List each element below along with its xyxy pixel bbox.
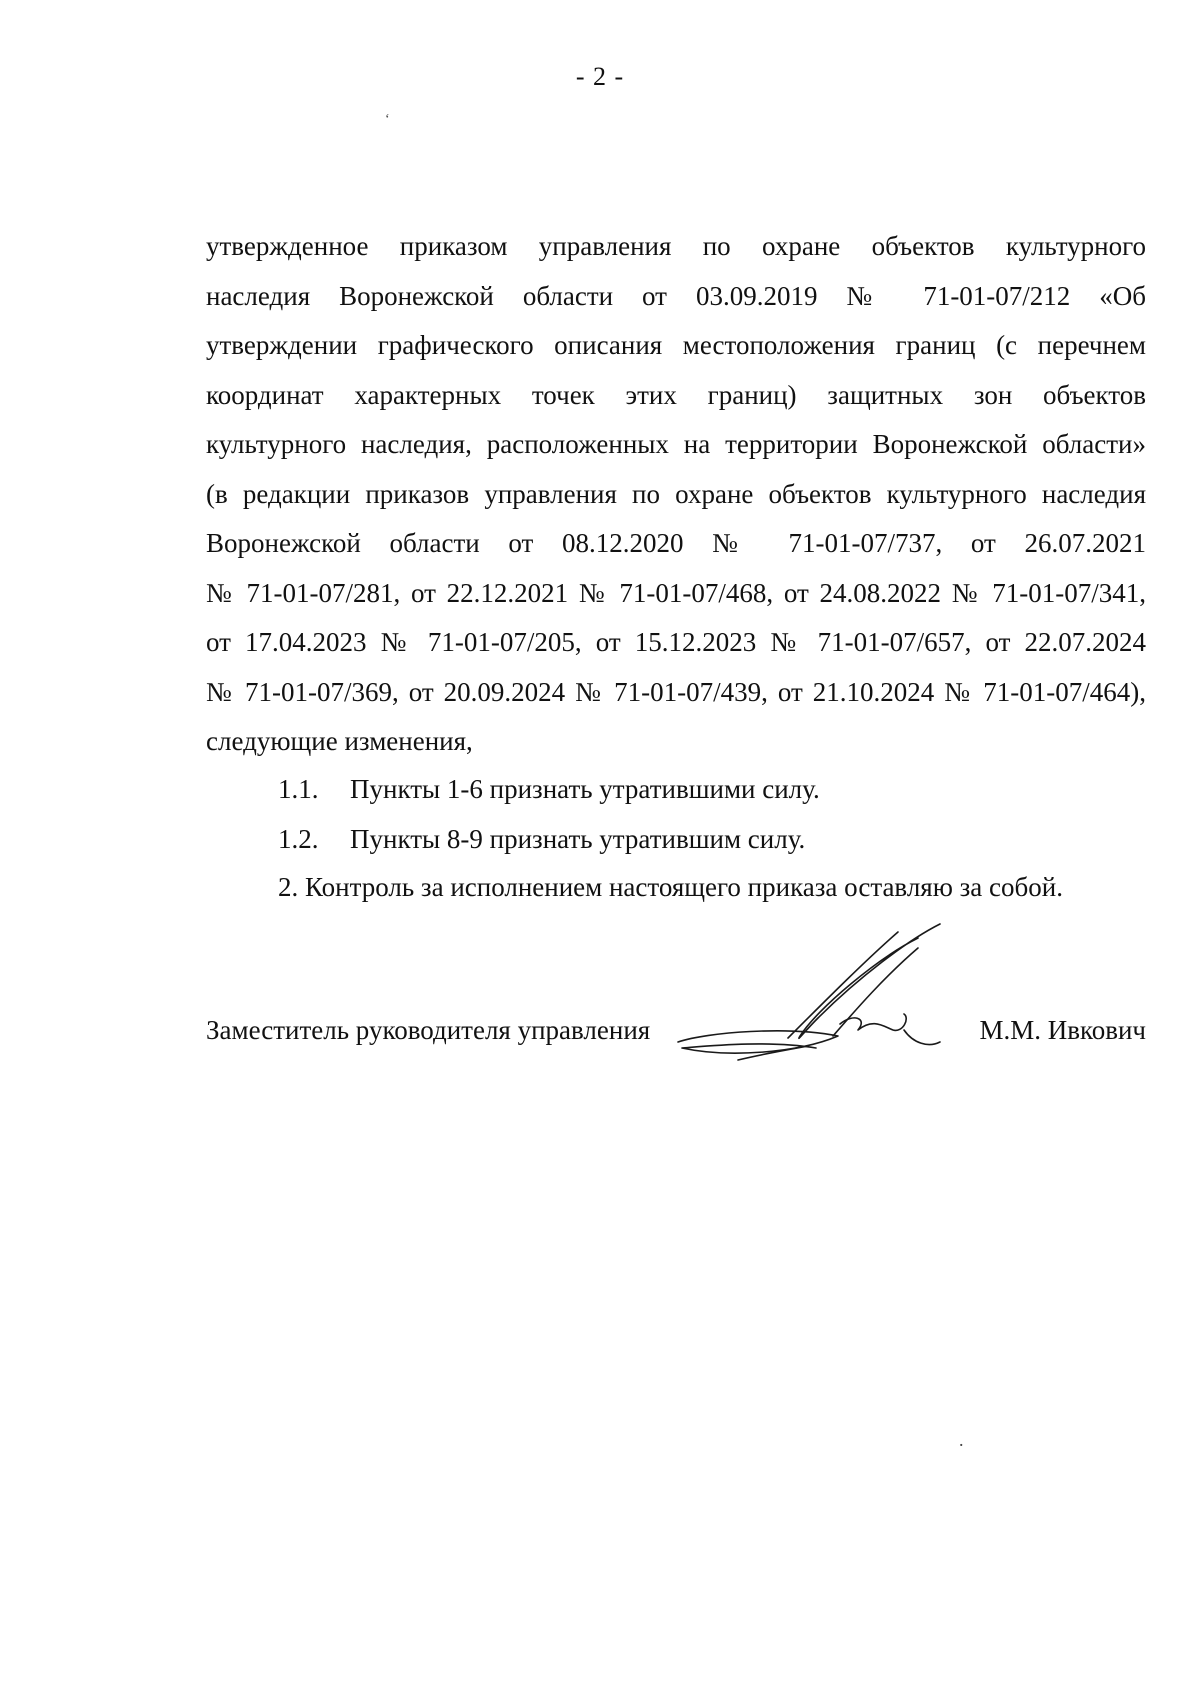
signatory-name: М.М. Ивкович — [979, 1015, 1146, 1045]
body-paragraph — [206, 222, 1146, 767]
body-line: утвержденное приказом управления по охране объектов культурного — [206, 231, 1146, 261]
body-line: наследия Воронежской области от 03.09.2019 № 71-01-07/212 «Об — [206, 280, 1146, 311]
list-item-number: 1.2. — [278, 824, 319, 854]
control-clause: 2. Контроль за исполнением настоящего приказа оставляю за собой. — [278, 872, 1063, 902]
list-item-text: Пункты 1-6 признать утратившими силу. — [350, 774, 820, 804]
signatory-position: Заместитель руководителя управления — [206, 1015, 651, 1045]
body-line: следующие изменения, — [206, 726, 473, 756]
body-line: (в редакции приказов управления по охране объектов культурного наследия — [206, 478, 1146, 509]
scan-mark-top: ‘ — [385, 112, 390, 127]
list-item-number: 1.1. — [278, 774, 319, 804]
list-item — [278, 764, 820, 814]
body-line: культурного наследия, расположенных на территории Воронежской области» — [206, 429, 1146, 459]
body-line: № 71-01-07/281, от 22.12.2021 № 71-01-07/468, от 24.08.2022 № 71-01-07/341, — [206, 577, 1146, 608]
page-number: - 2 - — [575, 62, 625, 91]
body-line: от 17.04.2023 № 71-01-07/205, от 15.12.2023 № 71-01-07/657, от 22.07.2024 — [206, 627, 1146, 657]
body-line: координат характерных точек этих границ) защитных зон объектов — [206, 379, 1146, 410]
list-item — [278, 814, 820, 864]
body-line: Воронежской области от 08.12.2020 № 71-01-07/737, от 26.07.2021 — [206, 528, 1146, 558]
amendments-list — [278, 764, 820, 864]
body-line: утверждении графического описания местоположения границ (с перечнем — [206, 330, 1146, 360]
body-line: № 71-01-07/369, от 20.09.2024 № 71-01-07/439, от 21.10.2024 № 71-01-07/464), — [206, 676, 1146, 707]
list-item-text: Пункты 8-9 признать утратившим силу. — [350, 824, 806, 854]
handwritten-signature — [668, 918, 968, 1068]
scan-mark-bottom: . — [959, 1430, 964, 1450]
